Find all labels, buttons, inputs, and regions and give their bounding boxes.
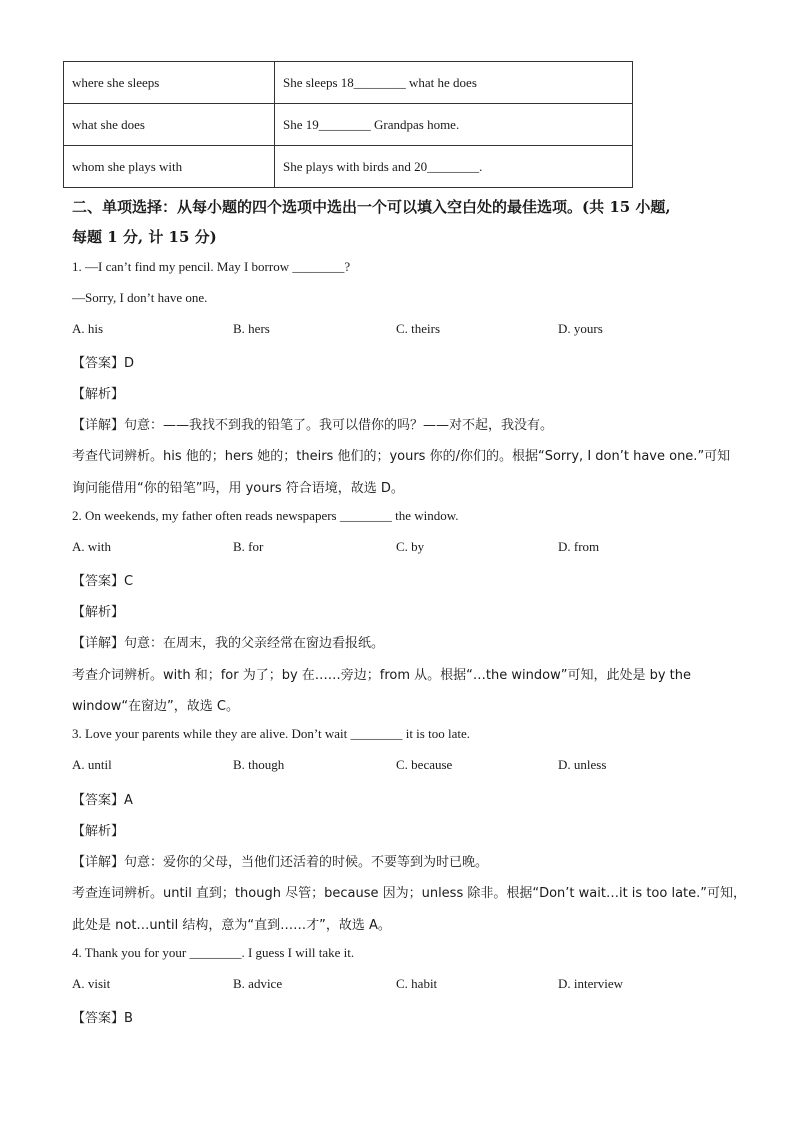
explanation: 考查代词辨析。his 他的；hers 她的；theirs 他们的；yours 你的/你们的。根据“Sorry, I don’t have one.”可知: [72, 449, 731, 464]
table-cell: She sleeps 18________ what he does: [275, 62, 633, 104]
option-a: A. visit: [72, 976, 111, 991]
explanation: 考查介词辨析。with 和；for 为了；by 在……旁边；from 从。根据“…the window”可知，此处是 by the: [72, 668, 691, 683]
option-d: D. yours: [558, 321, 603, 336]
analysis-label: 【解析】: [72, 605, 125, 620]
option-a: A. until: [72, 757, 112, 772]
option-c: C. theirs: [396, 321, 441, 336]
table-row: [64, 104, 633, 146]
option-a: A. with: [72, 539, 111, 554]
option-a: A. his: [72, 321, 104, 336]
question-stem-reply: —Sorry, I don’t have one.: [72, 290, 208, 305]
option-b: B. though: [233, 757, 285, 772]
section-heading-cont: 每题 1 分, 计 15 分): [72, 228, 217, 246]
option-d: D. interview: [558, 976, 623, 991]
analysis-label: 【解析】: [72, 387, 125, 402]
fill-in-table: [63, 61, 633, 188]
answer: 【答案】C: [72, 574, 134, 589]
table-row: [64, 146, 633, 188]
option-c: C. by: [396, 539, 425, 554]
explanation: 考查连词辨析。until 直到；though 尽管；because 因为；unless 除非。根据“Don’t wait…it is too late.”可知，: [72, 886, 747, 901]
detail: 【详解】句意：在周末，我的父亲经常在窗边看报纸。: [72, 636, 385, 651]
explanation-cont: 此处是 not…until 结构，意为“直到……才”，故选 A。: [72, 918, 391, 933]
table-cell: whom she plays with: [64, 146, 275, 188]
table-cell: where she sleeps: [64, 62, 275, 104]
question-stem: 3. Love your parents while they are alive. Don’t wait ________ it is too late.: [72, 726, 470, 741]
option-d: D. from: [558, 539, 600, 554]
answer: 【答案】A: [72, 793, 133, 808]
section-heading: 二、单项选择：从每小题的四个选项中选出一个可以填入空白处的最佳选项。(共 15 小题,: [72, 198, 671, 216]
detail: 【详解】句意：爱你的父母，当他们还活着的时候。不要等到为时已晚。: [72, 855, 489, 870]
explanation-cont: window“在窗边”，故选 C。: [72, 699, 240, 714]
detail: 【详解】句意：——我找不到我的铅笔了。我可以借你的吗？——对不起，我没有。: [72, 418, 554, 433]
table-cell: what she does: [64, 104, 275, 146]
question-stem: 4. Thank you for your ________. I guess I will take it.: [72, 945, 355, 960]
option-b: B. for: [233, 539, 264, 554]
table-cell: She 19________ Grandpas home.: [275, 104, 633, 146]
answer: 【答案】B: [72, 1011, 133, 1026]
option-c: C. habit: [396, 976, 438, 991]
table-row: [64, 62, 633, 104]
table-cell: She plays with birds and 20________.: [275, 146, 633, 188]
option-b: B. advice: [233, 976, 283, 991]
question-stem: 1. —I can’t find my pencil. May I borrow ________?: [72, 259, 351, 274]
analysis-label: 【解析】: [72, 824, 125, 839]
option-d: D. unless: [558, 757, 607, 772]
option-c: C. because: [396, 757, 453, 772]
answer: 【答案】D: [72, 356, 135, 371]
option-b: B. hers: [233, 321, 270, 336]
explanation-cont: 询问能借用“你的铅笔”吗，用 yours 符合语境，故选 D。: [72, 481, 404, 496]
question-stem: 2. On weekends, my father often reads newspapers ________ the window.: [72, 508, 459, 523]
